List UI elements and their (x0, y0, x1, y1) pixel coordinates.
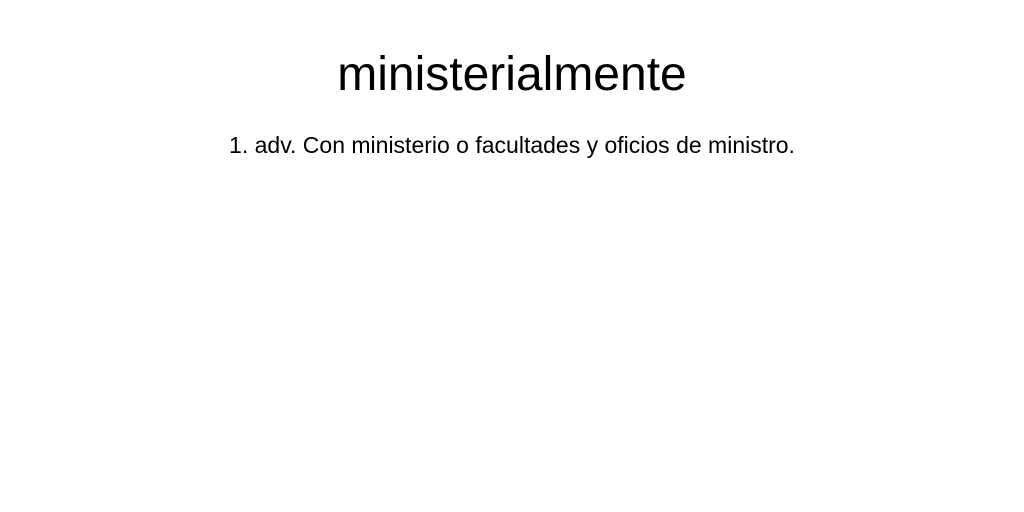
definition-item (0, 131, 1024, 159)
definition-number: 1. (229, 132, 249, 158)
definition-list (0, 131, 1024, 159)
part-of-speech: adv. (254, 132, 297, 158)
headword: ministerialmente (337, 48, 687, 101)
definition-text: Con ministerio o facultades y oficios de ministro. (302, 132, 795, 158)
